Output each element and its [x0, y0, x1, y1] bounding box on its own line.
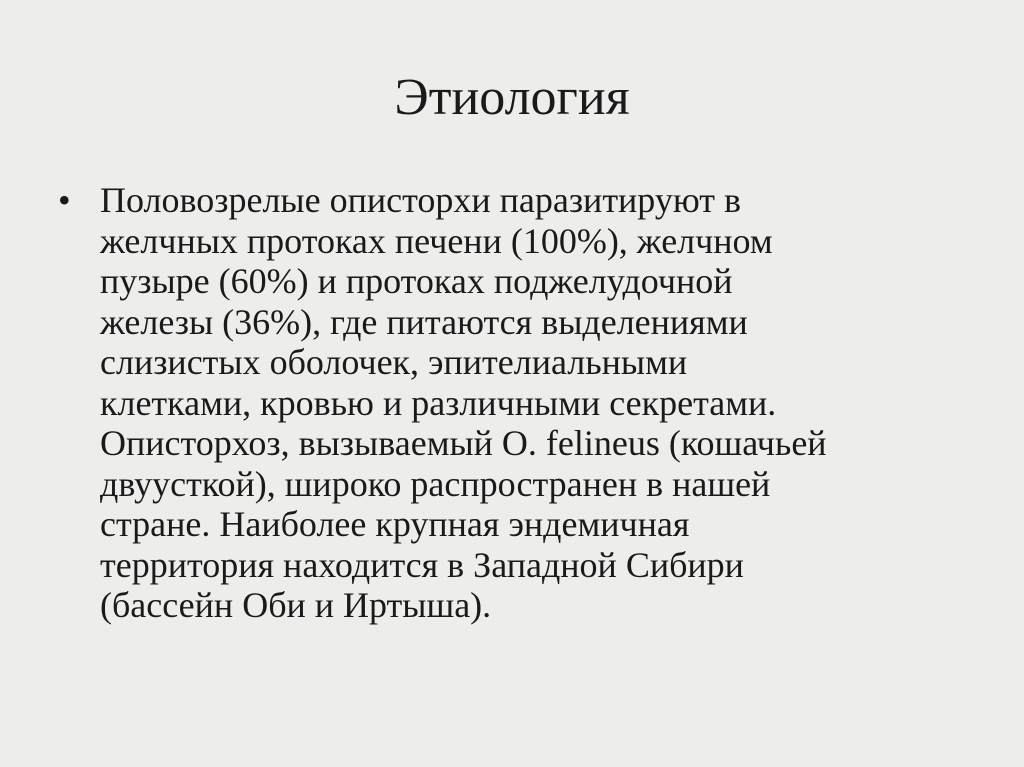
slide-title: Этиология	[394, 69, 630, 126]
text-line: пузыре (60%) и протоках поджелудочной	[100, 261, 733, 301]
text-line: Половозрелые описторхи паразитируют в	[100, 180, 741, 220]
text-line: железы (36%), где питаются выделениями	[100, 301, 748, 342]
text-line: Описторхоз, вызываемый O. felineus (кошачьей	[100, 423, 827, 463]
text-line: клетками, кровью и различными секретами.	[100, 382, 777, 423]
bullet-dot-icon: •	[58, 180, 71, 220]
text-line: двуусткой), широко распространен в нашей	[100, 463, 771, 504]
bullet-item	[58, 180, 988, 626]
text-line: слизистых оболочек, эпителиальными	[100, 342, 688, 382]
bullet-list	[58, 180, 988, 626]
text-line: желчных протоках печени (100%), желчном	[100, 220, 773, 261]
text-line: (бассейн Оби и Иртыша).	[100, 585, 492, 625]
text-line: стране. Наиболее крупная эндемичная	[100, 504, 690, 544]
text-line: территория находится в Западной Сибири	[100, 544, 744, 585]
bullet-text	[100, 180, 988, 626]
